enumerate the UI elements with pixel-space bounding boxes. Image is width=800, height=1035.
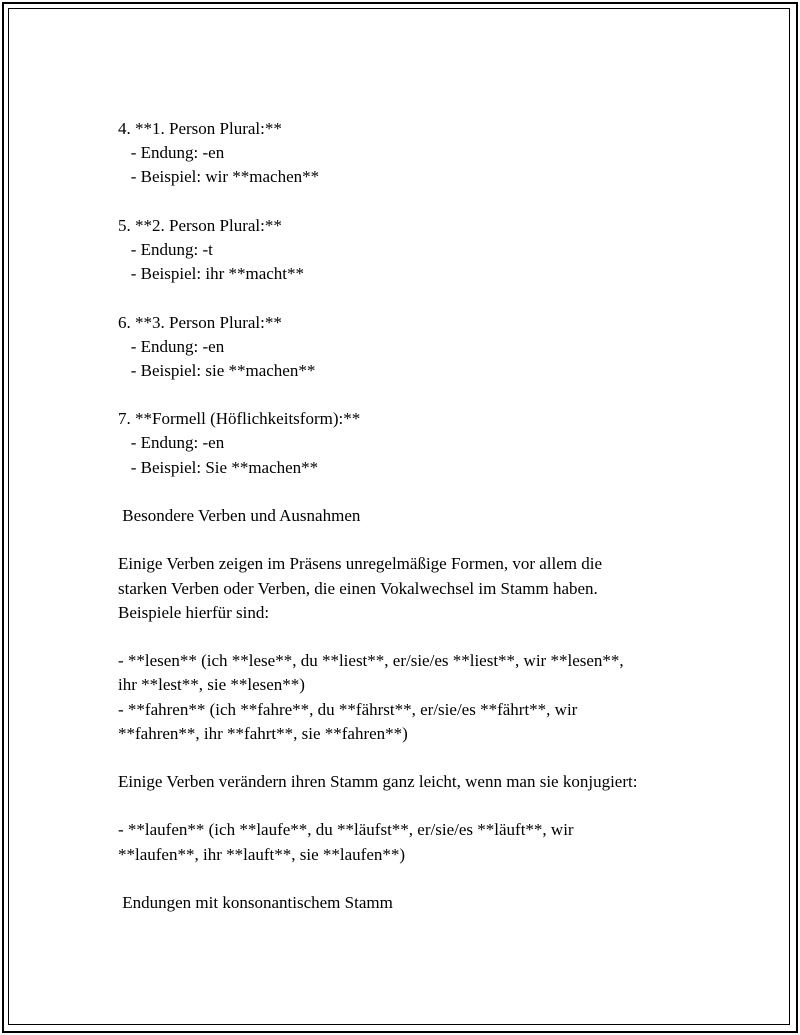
document-body — [118, 117, 708, 915]
list-item-heading: 5. **2. Person Plural:** — [118, 215, 282, 235]
list-item-heading: 7. **Formell (Höflichkeitsform):** — [118, 409, 361, 429]
list-item-detail: - Beispiel: sie **machen** — [118, 360, 316, 380]
list-item-detail: - Endung: -t — [118, 239, 213, 259]
blank-line — [118, 746, 708, 770]
example-line: **fahren**, ihr **fahrt**, sie **fahren**) — [118, 723, 408, 743]
blank-line — [118, 867, 708, 891]
list-item-detail: - Beispiel: ihr **macht** — [118, 264, 305, 284]
example-line: - **laufen** (ich **laufe**, du **läufst**, er/sie/es **läuft**, wir — [118, 820, 574, 840]
blank-line — [118, 480, 708, 504]
example-line: - **fahren** (ich **fahre**, du **fährst**, er/sie/es **fährt**, wir — [118, 699, 578, 719]
example-line: ihr **lest**, sie **lesen**) — [118, 675, 305, 695]
list-item-detail: - Endung: -en — [118, 143, 225, 163]
blank-line — [118, 286, 708, 310]
paragraph-line: starken Verben oder Verben, die einen Vokalwechsel im Stamm haben. — [118, 578, 598, 598]
blank-line — [118, 383, 708, 407]
example-line: - **lesen** (ich **lese**, du **liest**, er/sie/es **liest**, wir **lesen**, — [118, 651, 624, 671]
blank-line — [118, 794, 708, 818]
section-heading: Endungen mit konsonantischem Stamm — [118, 893, 393, 912]
blank-line — [118, 190, 708, 214]
list-item-detail: - Endung: -en — [118, 336, 225, 356]
paragraph-line: Einige Verben zeigen im Präsens unregelmäßige Formen, vor allem die — [118, 554, 603, 574]
list-item-detail: - Beispiel: Sie **machen** — [118, 457, 319, 477]
blank-line — [118, 625, 708, 649]
section-heading: Besondere Verben und Ausnahmen — [118, 506, 361, 525]
list-item-heading: 6. **3. Person Plural:** — [118, 312, 282, 332]
blank-line — [118, 528, 708, 552]
list-item-detail: - Endung: -en — [118, 433, 225, 453]
paragraph-line: Einige Verben verändern ihren Stamm ganz leicht, wenn man sie konjugiert: — [118, 772, 638, 792]
list-item-detail: - Beispiel: wir **machen** — [118, 167, 320, 187]
example-line: **laufen**, ihr **lauft**, sie **laufen**) — [118, 844, 406, 864]
paragraph-line: Beispiele hierfür sind: — [118, 602, 270, 622]
list-item-heading: 4. **1. Person Plural:** — [118, 119, 282, 138]
